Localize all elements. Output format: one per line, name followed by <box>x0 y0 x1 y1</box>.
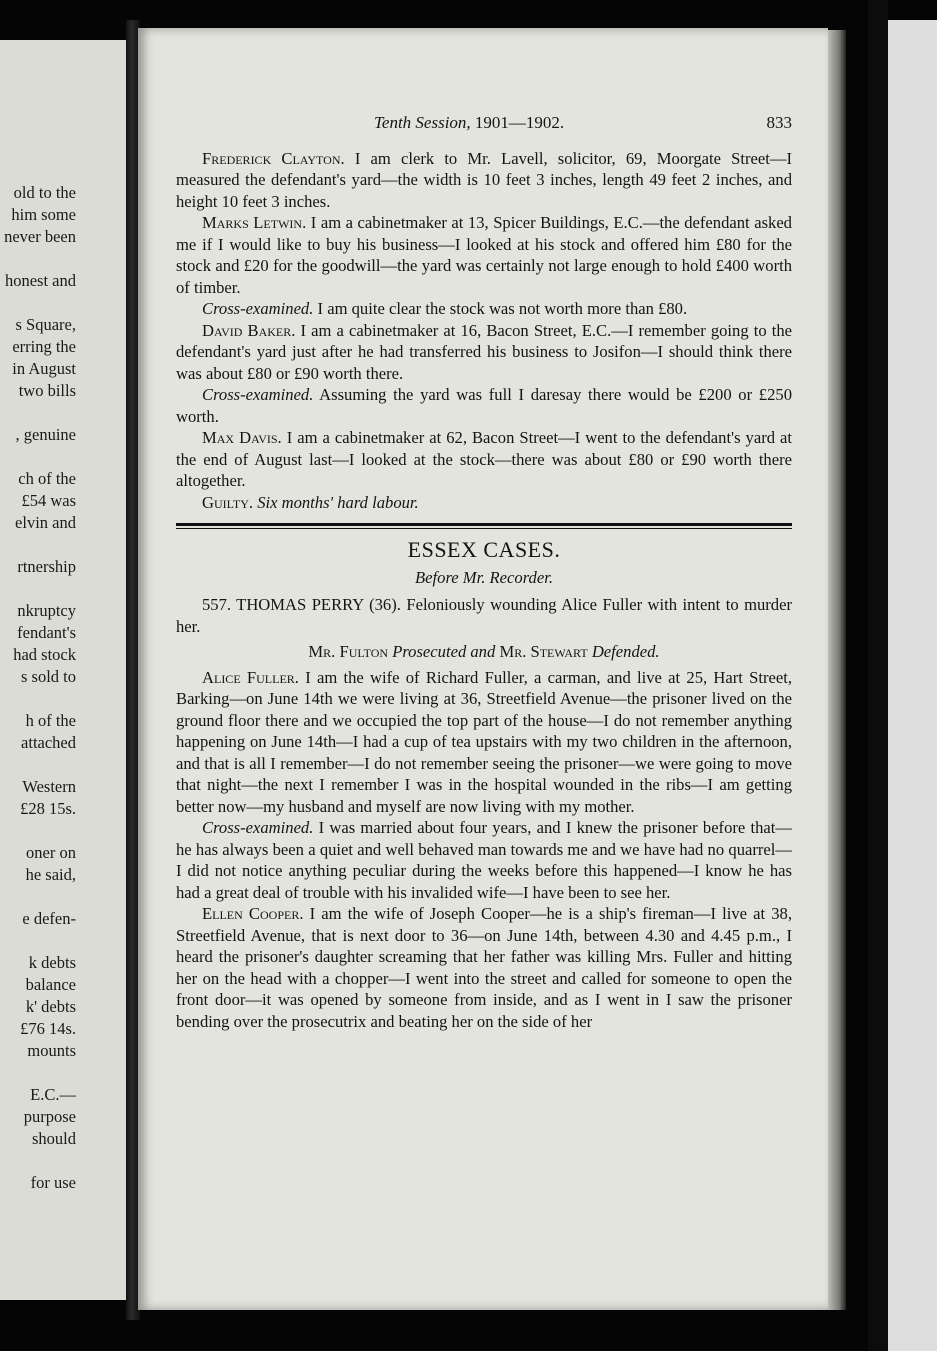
testimony-paragraph <box>176 817 792 903</box>
facing-page <box>0 40 132 1300</box>
examination-label: Cross-examined. <box>202 385 314 404</box>
prosecutor-name: Mr. Fulton <box>308 642 389 661</box>
facing-page-text: k' debts <box>25 997 76 1016</box>
facing-page-text: he said, <box>25 865 76 884</box>
paragraph-text: I am clerk to Mr. Lavell, solicitor, 69, Moorgate Street—I measured the defendant's yard—the width is 10 feet 3 inches, length 49 feet 2 inches, and height 10 feet 3 inches. <box>176 148 792 211</box>
testimony-block-top <box>176 148 792 514</box>
testimony-paragraph <box>176 667 792 818</box>
paragraph-text: I am a cabinetmaker at 13, Spicer Buildings, E.C.—the defendant asked me if I would like to buy his business—I looked at his stock and offered him £80 for the stock and £20 for the goodwill—the yard was certainly not large enough to hold £400 worth of timber. <box>176 213 792 297</box>
testimony-paragraph <box>176 427 792 492</box>
examination-label: Cross-examined. <box>202 818 314 837</box>
speaker-name: Max Davis. <box>202 428 282 447</box>
speaker-name: Marks Letwin. <box>202 213 307 232</box>
facing-page-text: purpose <box>23 1107 76 1126</box>
section-title: ESSEX CASES. <box>407 537 561 562</box>
paragraph-text: I am a cabinetmaker at 16, Bacon Street, E.C.—I remember going to the defendant's yard just after he had transferred his business to Josifon—I should think there was about £80 or £90 worth there. <box>176 320 792 383</box>
testimony-paragraph <box>176 148 792 213</box>
counsel-line <box>176 641 792 663</box>
testimony-paragraph <box>176 298 792 320</box>
defended-label: Defended. <box>591 642 660 661</box>
speaker-name: Alice Fuller. <box>202 667 299 687</box>
facing-page-text: old to the <box>13 183 76 202</box>
facing-page-text: oner on <box>26 843 76 862</box>
paragraph-text: I am a cabinetmaker at 62, Bacon Street—I went to the defendant's yard at the end of August last—I looked at the stock—there was about £80 or £90 worth there altogether. <box>176 428 792 490</box>
facing-page-text: had stock <box>13 645 76 664</box>
paragraph-text: I am quite clear the stock was not worth more than £80. <box>313 299 688 318</box>
session-years: 1901—1902. <box>474 113 565 132</box>
facing-page-text: honest and <box>4 271 76 290</box>
facing-page-text: s Square, <box>15 315 76 334</box>
facing-page-text: E.C.— <box>30 1085 76 1104</box>
speaker-name: Frederick Clayton. <box>202 148 345 168</box>
examination-label: Cross-examined. <box>202 299 314 318</box>
facing-page-text: , genuine <box>15 425 76 444</box>
running-header <box>176 112 792 134</box>
facing-page-text: s sold to <box>20 667 76 686</box>
facing-page-text: nkruptcy <box>17 601 76 620</box>
facing-page-text: rtnership <box>17 557 76 576</box>
facing-page-text: two bills <box>18 381 76 400</box>
background-dark <box>868 0 888 1351</box>
defender-name: Mr. Stewart <box>499 642 588 661</box>
facing-page-text: fendant's <box>17 623 76 642</box>
section-subtitle: Before Mr. Recorder. <box>415 567 553 587</box>
facing-page-text: ch of the <box>18 469 76 488</box>
facing-page-text: mounts <box>27 1041 76 1060</box>
page-content <box>176 112 792 1032</box>
facing-page-text: elvin and <box>15 513 76 532</box>
speaker-name: David Baker. <box>202 320 296 340</box>
testimony-paragraph <box>176 320 792 385</box>
facing-page-text: never been <box>4 227 76 246</box>
paragraph-text: I was married about four years, and I knew the prisoner before that—he has always been a quiet and well behaved man towards me and we have had no quarrel—I did not notice anything peculiar during the weeks before this happened—I know he has had a great deal of trouble with his invalided wife—I have been to see her. <box>176 818 792 902</box>
testimony-paragraph <box>176 384 792 427</box>
facing-page-text: k debts <box>28 953 76 972</box>
speaker-name: Ellen Cooper. <box>202 904 304 923</box>
facing-page-text: Western <box>22 777 76 796</box>
testimony-paragraph <box>176 903 792 1032</box>
facing-page-text: £54 was <box>21 491 76 510</box>
case-line: 557. THOMAS PERRY (36). Feloniously wounding Alice Fuller with intent to murder her. <box>176 595 792 636</box>
sentence-text: Six months' hard labour. <box>257 492 419 512</box>
facing-page-text: should <box>31 1129 76 1148</box>
prosecuted-label: Prosecuted and <box>392 642 496 661</box>
testimony-block-bottom <box>176 667 792 1033</box>
background-light-strip <box>888 20 937 1351</box>
facing-page-text: £28 15s. <box>20 799 76 818</box>
page-edge <box>828 30 846 1310</box>
facing-page-text: h of the <box>25 711 76 730</box>
facing-page-text: e defen- <box>22 909 76 928</box>
section-rule-thick <box>176 523 792 526</box>
session-label: Tenth Session, <box>374 113 471 132</box>
facing-page-text: balance <box>25 975 76 994</box>
facing-page-text: attached <box>21 733 76 752</box>
testimony-paragraph <box>176 212 792 298</box>
paragraph-text: I am the wife of Richard Fuller, a carman, and live at 25, Hart Street, Barking—on June 14th we were living at 36, Streetfield Avenue—the prisoner lived on the ground floor there and we occupied the top part of the house—I do not remember anything happening on June 14th—I had a cup of tea upstairs with my two children in the afternoon, and that is all I remember—I do not remember seeing the prisoner—we were going to move that night—the next I remember I was in the hospital wounded in the ribs—I am getting better now—my husband and myself are now living with my mother. <box>176 667 792 816</box>
facing-page-text: £76 14s. <box>20 1019 76 1038</box>
paragraph-text: Assuming the yard was full I daresay there would be £200 or £250 worth. <box>176 385 792 426</box>
paragraph-text: I am the wife of Joseph Cooper—he is a ship's fireman—I live at 38, Streetfield Avenue, that is next door to 36—on June 14th, between 4.30 and 4.45 p.m., I heard the prisoner's daughter screaming that her father was killing Mrs. Fuller and hitting her on the head with a chopper—I went into the street and called for someone to open the front door—it was opened by someone from inside, and as I went in I saw the prisoner bending over the prosecutrix and beating her on the side of her <box>176 904 793 1031</box>
testimony-paragraph <box>176 492 792 514</box>
facing-page-text: erring the <box>12 337 76 356</box>
facing-page-text: him some <box>11 205 76 224</box>
facing-page-text: in August <box>12 359 76 378</box>
session-title <box>374 112 564 134</box>
speaker-name: Guilty. <box>202 492 254 512</box>
page-number: 833 <box>766 113 792 132</box>
section-rule-thin <box>176 528 792 529</box>
facing-page-text: for use <box>30 1173 76 1192</box>
